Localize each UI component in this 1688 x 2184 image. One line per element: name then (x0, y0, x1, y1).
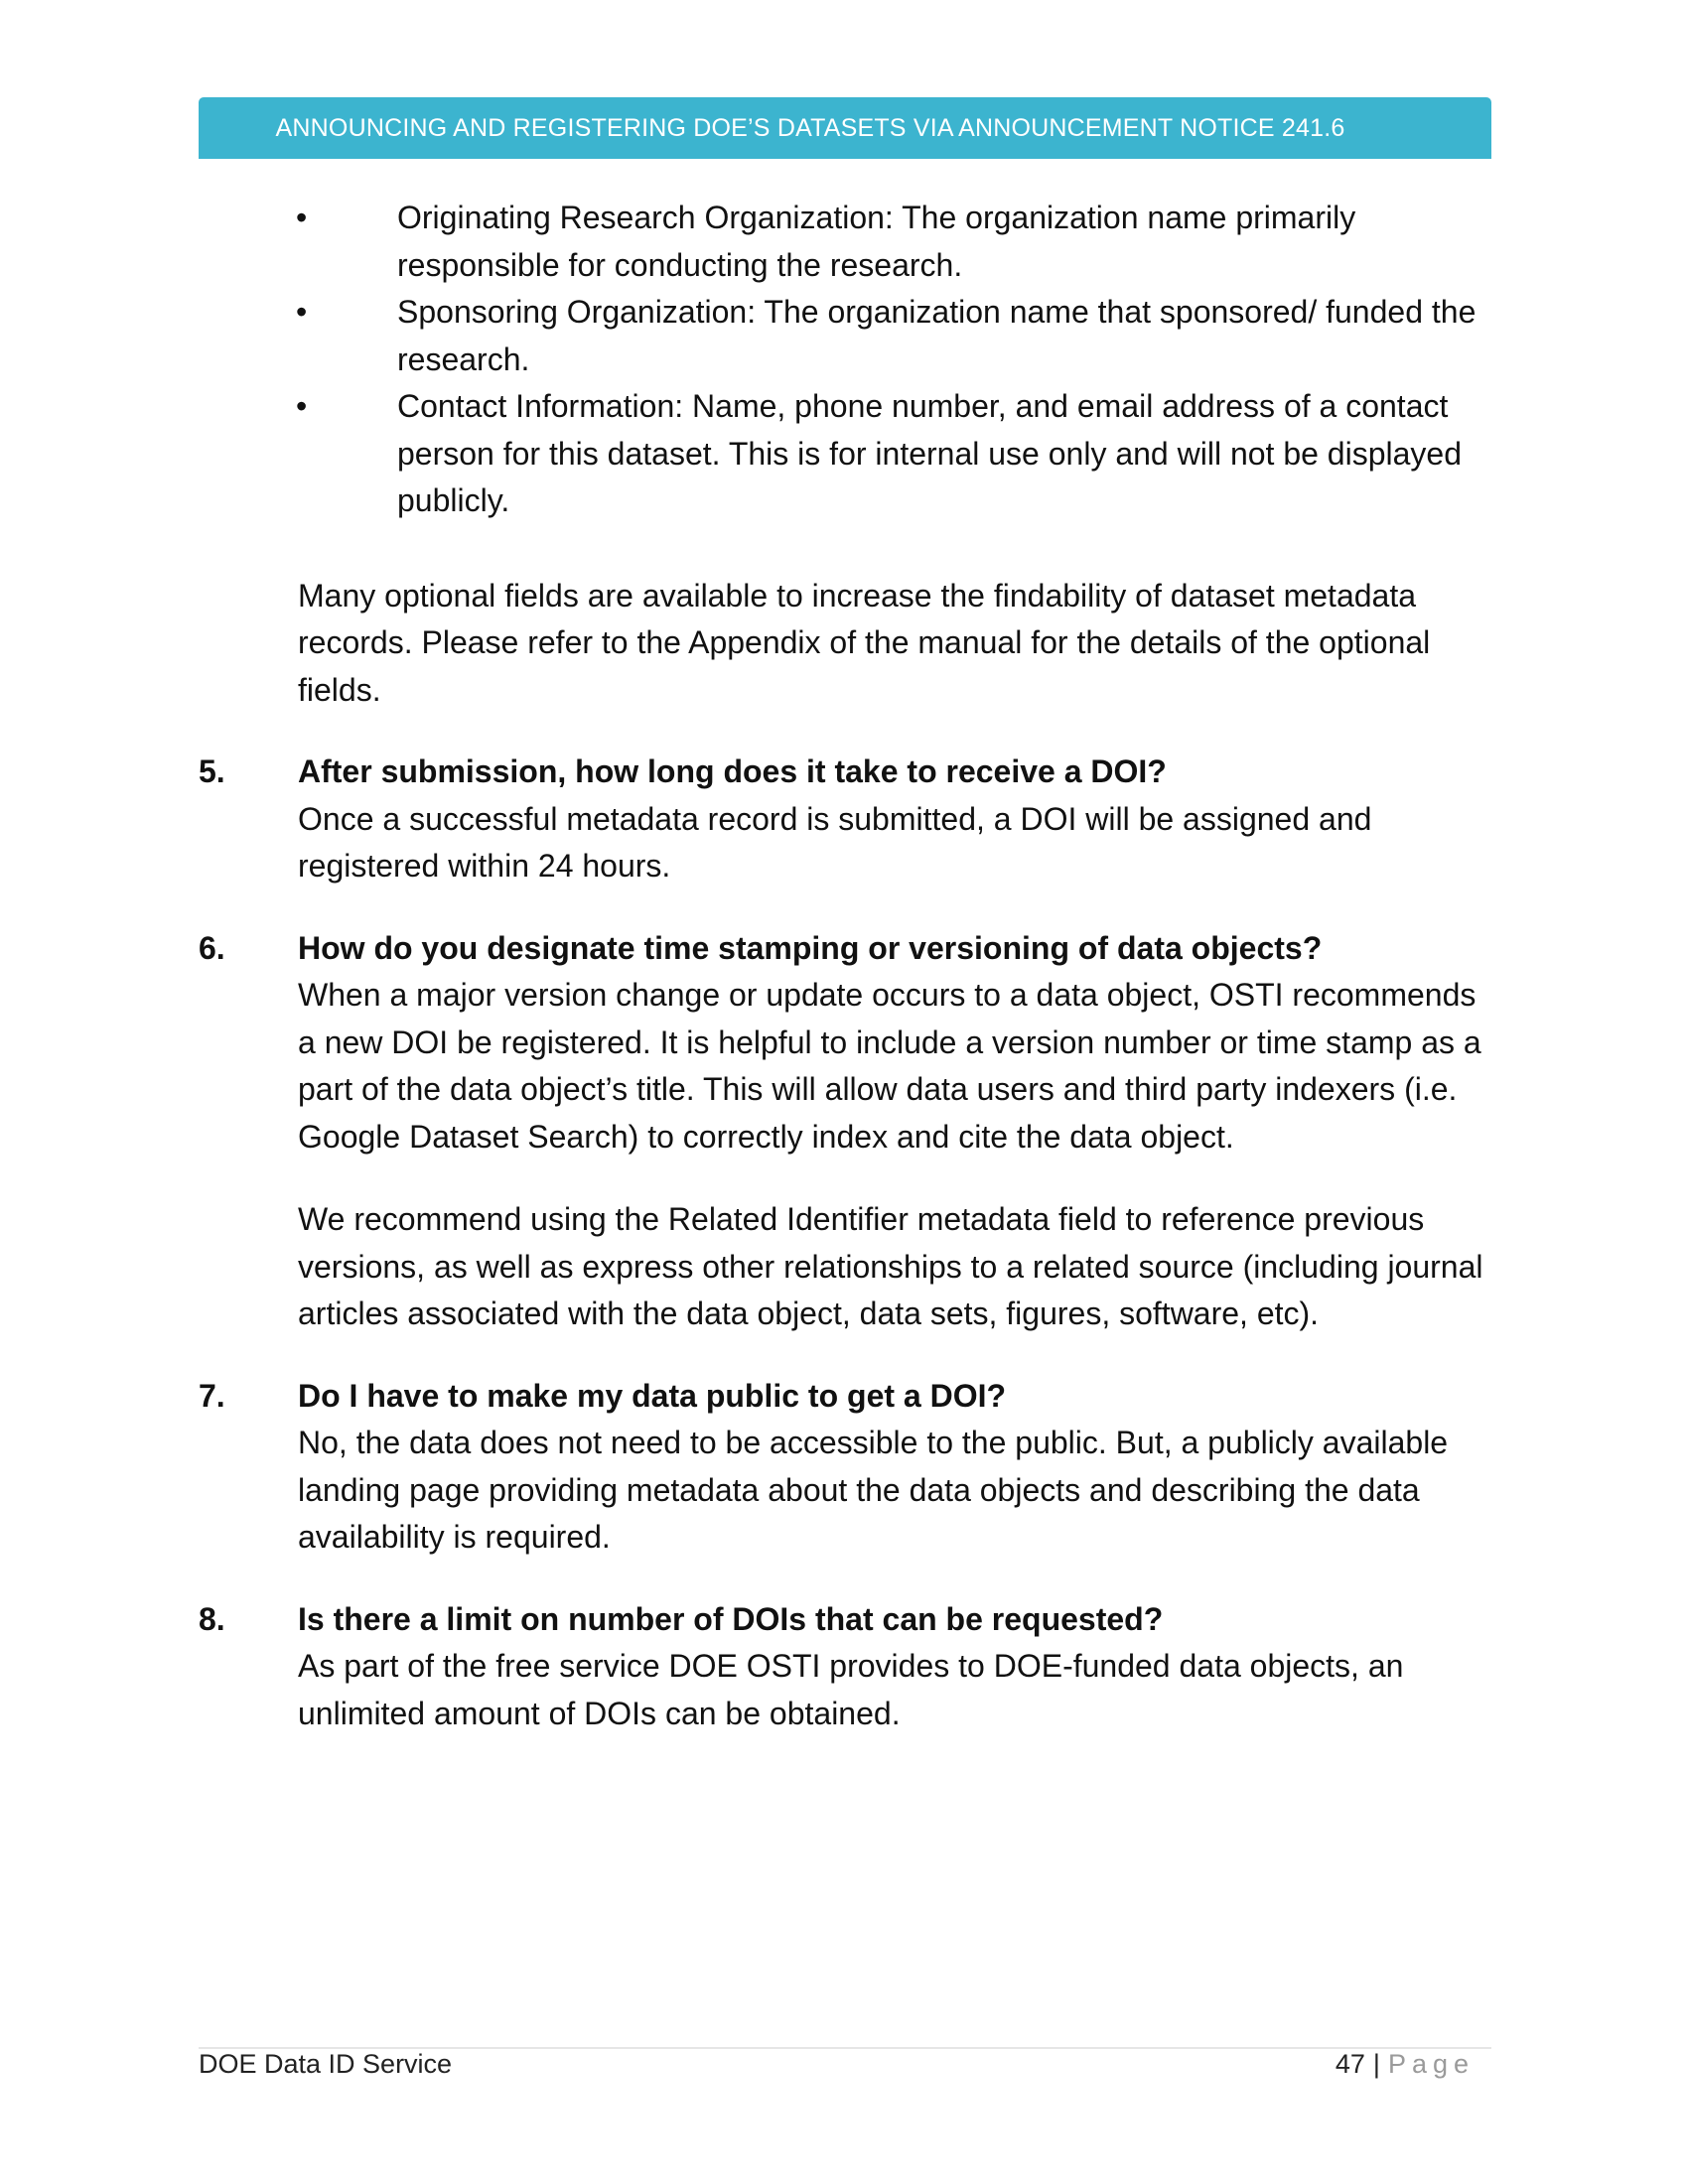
qa-item-5 (199, 749, 1491, 890)
qa-question: Is there a limit on number of DOIs that can be requested? (298, 1600, 1164, 1637)
bullet-icon: • (296, 388, 308, 424)
bullet-text: Originating Research Organization: The organization name primarily responsible for conducting the research. (397, 200, 1356, 283)
list-item (199, 195, 1491, 289)
qa-answer-extra: We recommend using the Related Identifier metadata field to reference previous versions, as well as express other relationships to a related source (including journal articles associated with the data object, data sets, figures, software, etc). (298, 1201, 1483, 1331)
qa-number: 7. (199, 1377, 225, 1414)
qa-answer: When a major version change or update occurs to a data object, OSTI recommends a new DOI be registered. It is helpful to include a version number or time stamp as a part of the data object’s title. This will allow data users and third party indexers (i.e. Google Dataset Search) to correctly index and cite the data object. (298, 977, 1481, 1155)
qa-answer: Once a successful metadata record is submitted, a DOI will be assigned and registered within 24 hours. (298, 800, 1372, 884)
qa-number: 8. (199, 1600, 225, 1637)
qa-answer: No, the data does not need to be accessible to the public. But, a publicly available landing page providing metadata about the data objects and describing the data availability is required. (298, 1425, 1449, 1555)
page-indicator (1336, 2049, 1475, 2080)
header-band (199, 97, 1491, 159)
bullet-text: Contact Information: Name, phone number, and email address of a contact person for this dataset. This is for internal use only and will not be displayed publicly. (397, 388, 1462, 518)
qa-item-6 (199, 925, 1491, 1338)
bullet-list (199, 195, 1491, 525)
bullet-text: Sponsoring Organization: The organization name that sponsored/ funded the research. (397, 294, 1477, 377)
qa-question: How do you designate time stamping or versioning of data objects? (298, 929, 1323, 966)
qa-question: Do I have to make my data public to get a DOI? (298, 1377, 1007, 1414)
qa-item-8 (199, 1596, 1491, 1738)
qa-number: 6. (199, 929, 225, 966)
optional-fields-paragraph: Many optional fields are available to increase the findability of dataset metadata records. Please refer to the Appendix of the manual for the details of the optional fields. (298, 577, 1431, 708)
page-number: 47 (1335, 2049, 1365, 2079)
list-item (199, 383, 1491, 525)
page-label: Page (1387, 2049, 1475, 2079)
qa-number: 5. (199, 753, 225, 789)
header-title: ANNOUNCING AND REGISTERING DOE’S DATASETS VIA ANNOUNCEMENT NOTICE 241.6 (275, 113, 1345, 142)
bullet-icon: • (296, 294, 308, 330)
qa-question: After submission, how long does it take to receive a DOI? (298, 753, 1167, 789)
footer-title: DOE Data ID Service (199, 2049, 453, 2079)
qa-item-7 (199, 1373, 1491, 1562)
bullet-icon: • (296, 200, 308, 235)
list-item (199, 289, 1491, 383)
qa-answer: As part of the free service DOE OSTI provides to DOE-funded data objects, an unlimited amount of DOIs can be obtained. (298, 1648, 1404, 1731)
document-body (199, 195, 1491, 1737)
page-separator: | (1372, 2049, 1380, 2079)
